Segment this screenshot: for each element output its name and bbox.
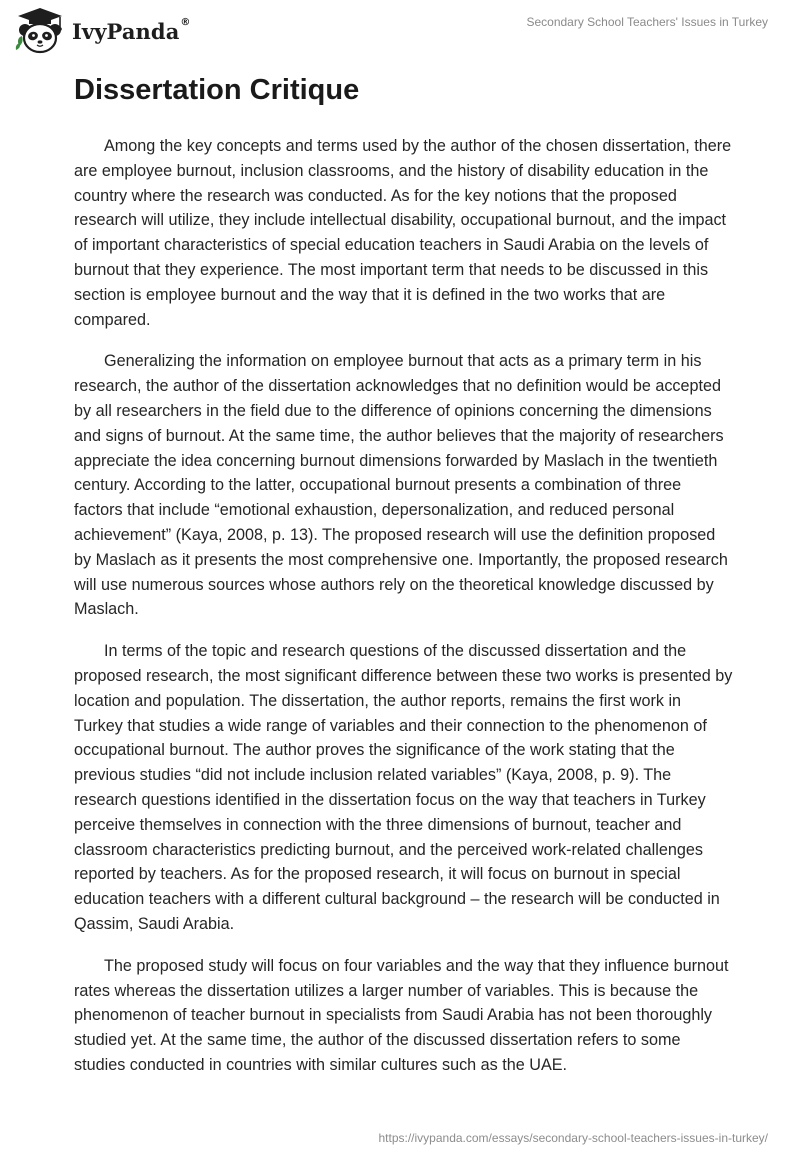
body-paragraph: The proposed study will focus on four variables and the way that they influence burnout rates whereas the dissertation utilizes a larger number of variables. This is because the phenomenon of teacher burnout in specialists from Saudi Arabia has not been thoroughly studied yet. At the same time, the author of the discussed dissertation refers to some studies conducted in countries with similar cultures such as the UAE.	[74, 956, 729, 1074]
brand-logo[interactable]	[14, 6, 191, 56]
brand-name: IvyPanda®	[72, 16, 191, 44]
page-title: Dissertation Critique	[74, 74, 360, 106]
body-paragraph: In terms of the topic and research questions of the discussed dissertation and the proposed research, the most significant difference between these two works is presented by location and population. The dissertation, the author reports, remains the first work in Turkey that studies a wide range of variables and their connection to the phenomenon of occupational burnout. The author proves the significance of the work stating that the previous studies “did not include inclusion related variables” (Kaya, 2008, p. 9). The research questions identified in the dissertation focus on the way that teachers in Turkey perceive themselves in connection with the three dimensions of burnout, teacher and classroom characteristics predicting burnout, and the perceived work-related challenges reported by teachers. As for the proposed research, it will focus on burnout in special education teachers with a different cultural background – the research will be conducted in Qassim, Saudi Arabia.	[74, 642, 733, 933]
panda-graduate-icon	[14, 6, 66, 56]
source-url-link[interactable]: https://ivypanda.com/essays/secondary-school-teachers-issues-in-turkey/	[378, 1131, 768, 1145]
running-title: Secondary School Teachers' Issues in Turkey	[526, 15, 768, 29]
body-paragraph: Generalizing the information on employee burnout that acts as a primary term in his research, the author of the dissertation acknowledges that no definition would be accepted by all researchers in the field due to the difference of opinions concerning the dimensions and signs of burnout. At the same time, the author believes that the majority of researchers appreciate the idea concerning burnout dimensions forwarded by Maslach in the twentieth century. According to the latter, occupational burnout presents a combination of three factors that include “emotional exhaustion, depersonalization, and reduced personal achievement” (Kaya, 2008, p. 13). The proposed research will use the definition proposed by Maslach as it presents the most comprehensive one. Importantly, the proposed research will use numerous sources whose authors rely on the theoretical knowledge discussed by Maslach.	[74, 352, 728, 619]
document-body	[74, 70, 734, 1095]
page-header	[0, 0, 800, 60]
registered-mark: ®	[180, 16, 191, 28]
body-paragraph: Among the key concepts and terms used by the author of the chosen dissertation, there are employee burnout, inclusion classrooms, and the history of disability education in the country where the research was conducted. As for the key notions that the proposed research will utilize, they include intellectual disability, occupational burnout, and the impact of important characteristics of special education teachers in Saudi Arabia on the levels of burnout that they experience. The most important term that needs to be discussed in this section is employee burnout and the way that it is defined in the two works that are compared.	[74, 137, 732, 329]
